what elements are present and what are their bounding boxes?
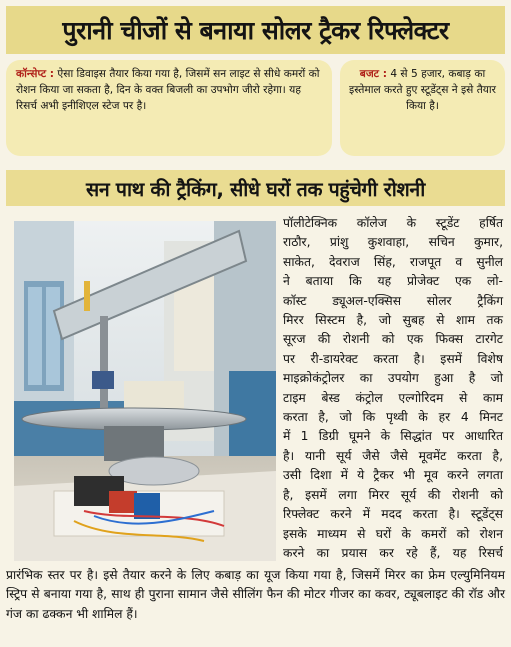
article-column — [283, 214, 503, 563]
article-line: पॉलीटेक्निक कॉलेज के स्टूडेंट हर्षित — [283, 216, 503, 230]
article-line: करने का प्रयास कर रहे हैं, यह रिसर्च — [283, 545, 503, 560]
concept-label: कॉन्सेप्ट : — [16, 68, 55, 80]
article-line: माइक्रोकंट्रोलर का उपयोग हुआ है जो — [283, 371, 503, 386]
article-line: कॉस्ट ड्यूअल-एक्सिस सोलर ट्रैकिंग — [283, 293, 503, 308]
article-line: है। यानी सूर्य जैसे जैसे मूवमेंट करता है, — [283, 448, 503, 463]
article-full-width: प्रारंभिक स्तर पर है। इसे तैयार करने के लिए कबाड़ का यूज किया गया है, जिसमें मिरर का फ्रेम एल्युमिनियम स्ट्रिप से बनाया गया है, साथ ही पुराना सामान जैसे सीलिंग फैन की मोटर गीजर का कवर, ट्यूबलाइट की रॉड और गंज का ढक्कन भी शामिल हैं। — [6, 568, 505, 621]
article-line: सूरज की रोशनी को एक फिक्स टारगेट — [283, 332, 503, 347]
headline: पुरानी चीजों से बनाया सोलर ट्रैकर रिफ्लेक्टर — [6, 6, 505, 54]
subheadline: सन पाथ की ट्रैकिंग, सीधे घरों तक पहुंचेगी रोशनी — [6, 170, 505, 206]
article-line: ने बताया कि यह प्रोजेक्ट एक लो- — [283, 274, 503, 289]
article-line: है, इसमें लगा मिरर सूर्य की रोशनी को — [283, 487, 503, 502]
article-line: इसके माध्यम से घरों के कमरों को रोशन — [283, 526, 503, 541]
article-line: रिफ्लेक्ट करने में मदद करता है। स्टूडेंट्स — [283, 507, 503, 522]
budget-box — [340, 60, 505, 156]
article-line: टाइम बेस्ड कंट्रोल एल्गोरिदम से काम — [283, 390, 503, 405]
concept-box — [6, 60, 332, 156]
solar-tracker-photo-drawing — [14, 221, 276, 561]
article-line: करता है, जो कि पृथ्वी के हर 4 मिनट — [283, 410, 503, 425]
budget-text: 4 से 5 हजार, कबाड़ का इस्तेमाल करते हुए स्टूडेंट्स ने इसे तैयार किया है। — [349, 68, 496, 112]
article-line: पर री-डायरेक्ट करता है। इसमें विशेष — [283, 351, 503, 366]
article-line: उसी दिशा में ये ट्रैकर भी मूव करने लगता — [283, 468, 503, 483]
budget-label: बजट : — [359, 68, 387, 80]
article-line: में 1 डिग्री घूमने के सिद्धांत पर आधारित — [283, 429, 503, 444]
article-line: मिरर सिस्टम है, जो सुबह से शाम तक — [283, 313, 503, 328]
solar-tracker-photo — [14, 221, 276, 561]
concept-text: ऐसा डिवाइस तैयार किया गया है, जिसमें सन लाइट से सीधे कमरों को रोशन किया जा सकता है, दिन के वक्त बिजली का उपभोग जीरो रहेगा। यह रिसर्च अभी इनीशिएल स्टेज पर है। — [16, 68, 320, 112]
article-line: राठौर, प्रांशु कुशवाहा, सचिन कुमार, — [283, 235, 503, 250]
article-line: साकेत, देवराज सिंह, राजपूत व सुनील — [283, 254, 503, 269]
